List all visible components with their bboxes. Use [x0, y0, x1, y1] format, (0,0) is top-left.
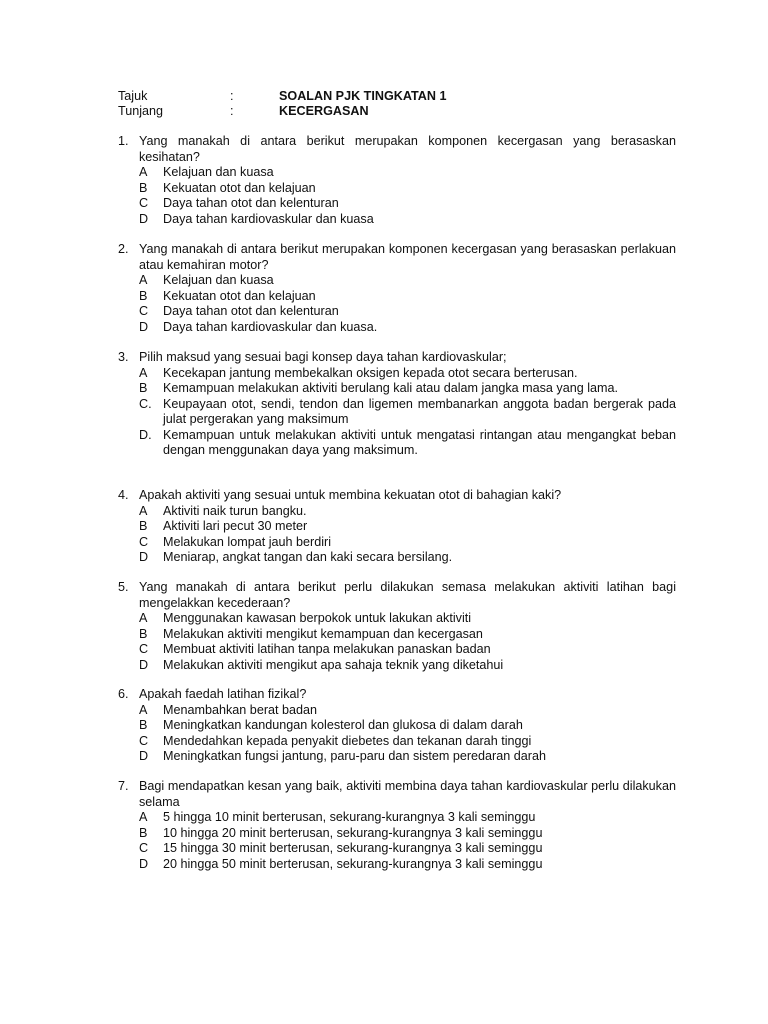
- option-text: Kemampuan melakukan aktiviti berulang kali atau dalam jangka masa yang lama.: [163, 381, 619, 395]
- option-text: Keupayaan otot, sendi, tendon dan ligemen membanarkan anggota badan bergerak pada julat pergerakan yang maksimum: [163, 396, 676, 426]
- option-c: [139, 841, 676, 857]
- option-text: Melakukan lompat jauh berdiri: [163, 534, 332, 549]
- question-text: Apakah faedah latihan fizikal?: [139, 687, 307, 701]
- option-text: Kelajuan dan kuasa: [163, 273, 274, 287]
- option-letter: D: [139, 657, 149, 672]
- option-text: Kekuatan otot dan kelajuan: [163, 288, 316, 303]
- option-letter: A: [139, 810, 148, 824]
- question-number: 3.: [118, 350, 129, 364]
- question-stem: [118, 134, 676, 165]
- option-a: [139, 611, 676, 627]
- option-letter: B: [139, 288, 148, 303]
- header-colon: :: [230, 104, 234, 118]
- option-text: Meniarap, angkat tangan dan kaki secara bersilang.: [163, 550, 453, 564]
- option-letter: C: [139, 642, 149, 656]
- option-text: Kelajuan dan kuasa: [163, 165, 274, 179]
- question-text: Yang manakah di antara berikut perlu dilakukan semasa melakukan aktiviti latihan bagi mengelakkan kecederaan?: [139, 580, 676, 610]
- option-letter: A: [139, 611, 148, 625]
- question-text: Pilih maksud yang sesuai bagi konsep daya tahan kardiovaskular;: [139, 350, 507, 364]
- option-d: [139, 320, 676, 336]
- option-letter: A: [139, 273, 148, 287]
- question-6: [118, 687, 676, 765]
- option-text: Menggunakan kawasan berpokok untuk lakukan aktiviti: [163, 611, 472, 625]
- question-4: [118, 488, 676, 566]
- option-c: [139, 397, 676, 428]
- option-text: 5 hingga 10 minit berterusan, sekurang-kurangnya 3 kali seminggu: [163, 810, 536, 824]
- option-c: [139, 734, 676, 750]
- question-stem: [118, 779, 676, 810]
- option-text: Melakukan aktiviti mengikut apa sahaja teknik yang diketahui: [163, 657, 504, 672]
- option-b: [139, 289, 676, 305]
- question-number: 7.: [118, 779, 129, 793]
- question-number: 5.: [118, 580, 129, 594]
- option-text: Mendedahkan kepada penyakit diebetes dan tekanan darah tinggi: [163, 733, 532, 748]
- header-colon: :: [230, 89, 234, 103]
- option-letter: C: [139, 733, 149, 748]
- option-c: [139, 196, 676, 212]
- option-letter: D: [139, 856, 149, 871]
- question-text: Apakah aktiviti yang sesuai untuk membina kekuatan otot di bahagian kaki?: [139, 488, 562, 502]
- option-text: Meningkatkan kandungan kolesterol dan glukosa di dalam darah: [163, 718, 523, 732]
- option-b: [139, 826, 676, 842]
- option-text: Melakukan aktiviti mengikut kemampuan dan kecergasan: [163, 626, 483, 641]
- option-letter: C: [139, 196, 149, 210]
- option-d: [139, 658, 676, 674]
- option-a: [139, 366, 676, 382]
- question-5: [118, 580, 676, 673]
- option-letter: C.: [139, 396, 152, 411]
- option-letter: B: [139, 825, 148, 840]
- option-text: Daya tahan kardiovaskular dan kuasa: [163, 211, 374, 226]
- option-letter: B: [139, 381, 148, 395]
- option-d: [139, 212, 676, 228]
- option-text: Daya tahan otot dan kelenturan: [163, 304, 339, 318]
- option-d: [139, 428, 676, 459]
- option-text: Aktiviti naik turun bangku.: [163, 503, 307, 518]
- option-d: [139, 550, 676, 566]
- option-text: Meningkatkan fungsi jantung, paru-paru dan sistem peredaran darah: [163, 749, 546, 763]
- option-letter: D: [139, 319, 149, 334]
- question-stem: [118, 488, 676, 504]
- option-d: [139, 857, 676, 873]
- option-text: Aktiviti lari pecut 30 meter: [163, 519, 308, 533]
- question-stem: [118, 687, 676, 703]
- option-a: [139, 504, 676, 520]
- question-number: 2.: [118, 242, 129, 256]
- question-7: [118, 779, 676, 872]
- option-letter: A: [139, 702, 148, 717]
- question-3: [118, 350, 676, 459]
- option-text: Menambahkan berat badan: [163, 702, 318, 717]
- question-text: Yang manakah di antara berikut merupakan komponen kecergasan yang berasaskan kesihatan?: [139, 134, 676, 164]
- option-letter: C: [139, 841, 149, 855]
- option-letter: A: [139, 365, 148, 380]
- option-text: Kemampuan untuk melakukan aktiviti untuk mengatasi rintangan atau mengangkat beban dengan menggunakan daya yang maksimum.: [163, 427, 676, 457]
- option-text: 10 hingga 20 minit berterusan, sekurang-kurangnya 3 kali seminggu: [163, 825, 543, 840]
- option-a: [139, 165, 676, 181]
- option-c: [139, 642, 676, 658]
- option-text: 20 hingga 50 minit berterusan, sekurang-kurangnya 3 kali seminggu: [163, 856, 543, 871]
- option-letter: A: [139, 503, 148, 518]
- option-letter: C: [139, 534, 149, 549]
- option-a: [139, 273, 676, 289]
- option-text: Membuat aktiviti latihan tanpa melakukan panaskan badan: [163, 642, 491, 656]
- option-b: [139, 381, 676, 397]
- option-text: Kekuatan otot dan kelajuan: [163, 180, 316, 195]
- option-d: [139, 749, 676, 765]
- document-title: SOALAN PJK TINGKATAN 1: [279, 89, 447, 103]
- question-number: 1.: [118, 134, 129, 148]
- question-text: Yang manakah di antara berikut merupakan komponen kecergasan yang berasaskan perlakuan atau kemahiran motor?: [139, 242, 676, 272]
- option-b: [139, 627, 676, 643]
- option-letter: B: [139, 718, 148, 732]
- option-b: [139, 181, 676, 197]
- option-letter: C: [139, 304, 149, 318]
- option-text: 15 hingga 30 minit berterusan, sekurang-kurangnya 3 kali seminggu: [163, 841, 543, 855]
- option-c: [139, 304, 676, 320]
- question-number: 6.: [118, 687, 129, 701]
- option-letter: B: [139, 519, 148, 533]
- question-number: 4.: [118, 488, 129, 502]
- option-c: [139, 535, 676, 551]
- option-letter: B: [139, 626, 148, 641]
- question-2: [118, 242, 676, 335]
- option-letter: D: [139, 550, 149, 564]
- option-a: [139, 810, 676, 826]
- option-letter: D: [139, 211, 149, 226]
- question-stem: [118, 350, 676, 366]
- option-letter: B: [139, 180, 148, 195]
- option-letter: D: [139, 749, 149, 763]
- option-b: [139, 519, 676, 535]
- option-letter: A: [139, 165, 148, 179]
- question-stem: [118, 242, 676, 273]
- option-letter: D.: [139, 427, 152, 442]
- document-topic: KECERGASAN: [279, 104, 369, 118]
- question-text: Bagi mendapatkan kesan yang baik, aktiviti membina daya tahan kardiovaskular perlu dilakukan selama: [139, 779, 676, 809]
- header-label: Tunjang: [118, 104, 164, 118]
- option-text: Daya tahan otot dan kelenturan: [163, 196, 339, 210]
- question-stem: [118, 580, 676, 611]
- option-text: Kecekapan jantung membekalkan oksigen kepada otot secara berterusan.: [163, 365, 578, 380]
- option-b: [139, 718, 676, 734]
- question-1: [118, 134, 676, 227]
- header-label: Tajuk: [118, 89, 148, 103]
- option-text: Daya tahan kardiovaskular dan kuasa.: [163, 319, 378, 334]
- option-a: [139, 703, 676, 719]
